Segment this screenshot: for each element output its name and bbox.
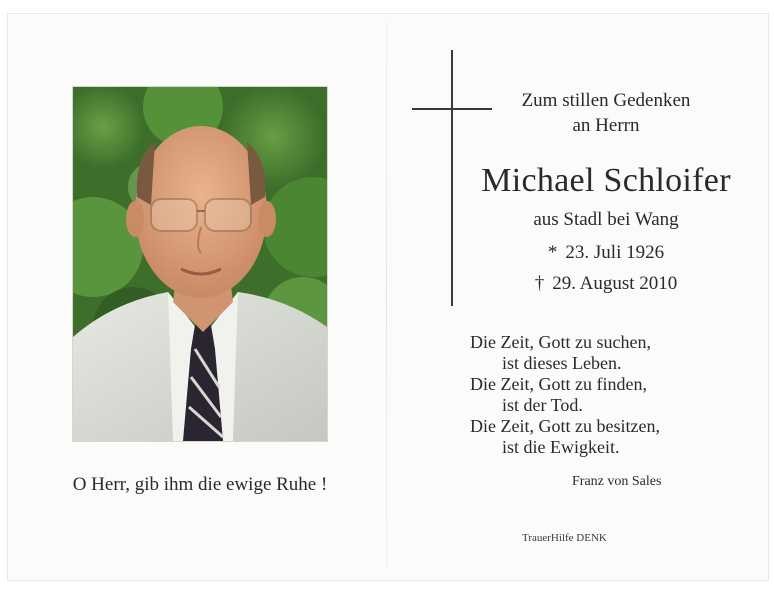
origin-text: aus Stadl bei Wang [533,209,679,230]
quote-line: ist dieses Leben. [502,353,622,373]
quote-line: ist der Tod. [502,395,583,415]
death-date: 29. August 2010 [552,273,678,294]
birth-date: 23. Juli 1926 [565,242,665,263]
prayer-text: O Herr, gib ihm die ewige Ruhe ! [72,474,328,495]
quote-block [470,332,660,458]
death-dagger-icon: † [534,273,545,294]
intro-line-1: Zum stillen Gedenken [521,90,691,111]
imprint-text: TrauerHilfe DENK [522,532,607,544]
death-date-row [500,273,712,295]
intro-line-2: an Herrn [572,115,640,136]
quote-line: ist die Ewigkeit. [502,437,620,457]
birth-star-icon: * [547,242,558,263]
quote-line: Die Zeit, Gott zu finden, [470,374,647,394]
quote-author: Franz von Sales [572,474,662,489]
birth-date-row [500,242,712,264]
quote-line: Die Zeit, Gott zu suchen, [470,332,651,352]
card-fold [386,20,387,568]
quote-line: Die Zeit, Gott zu besitzen, [470,416,660,436]
portrait-photo [72,86,328,442]
portrait-illustration [73,87,327,441]
deceased-name: Michael Schloifer [481,162,731,199]
